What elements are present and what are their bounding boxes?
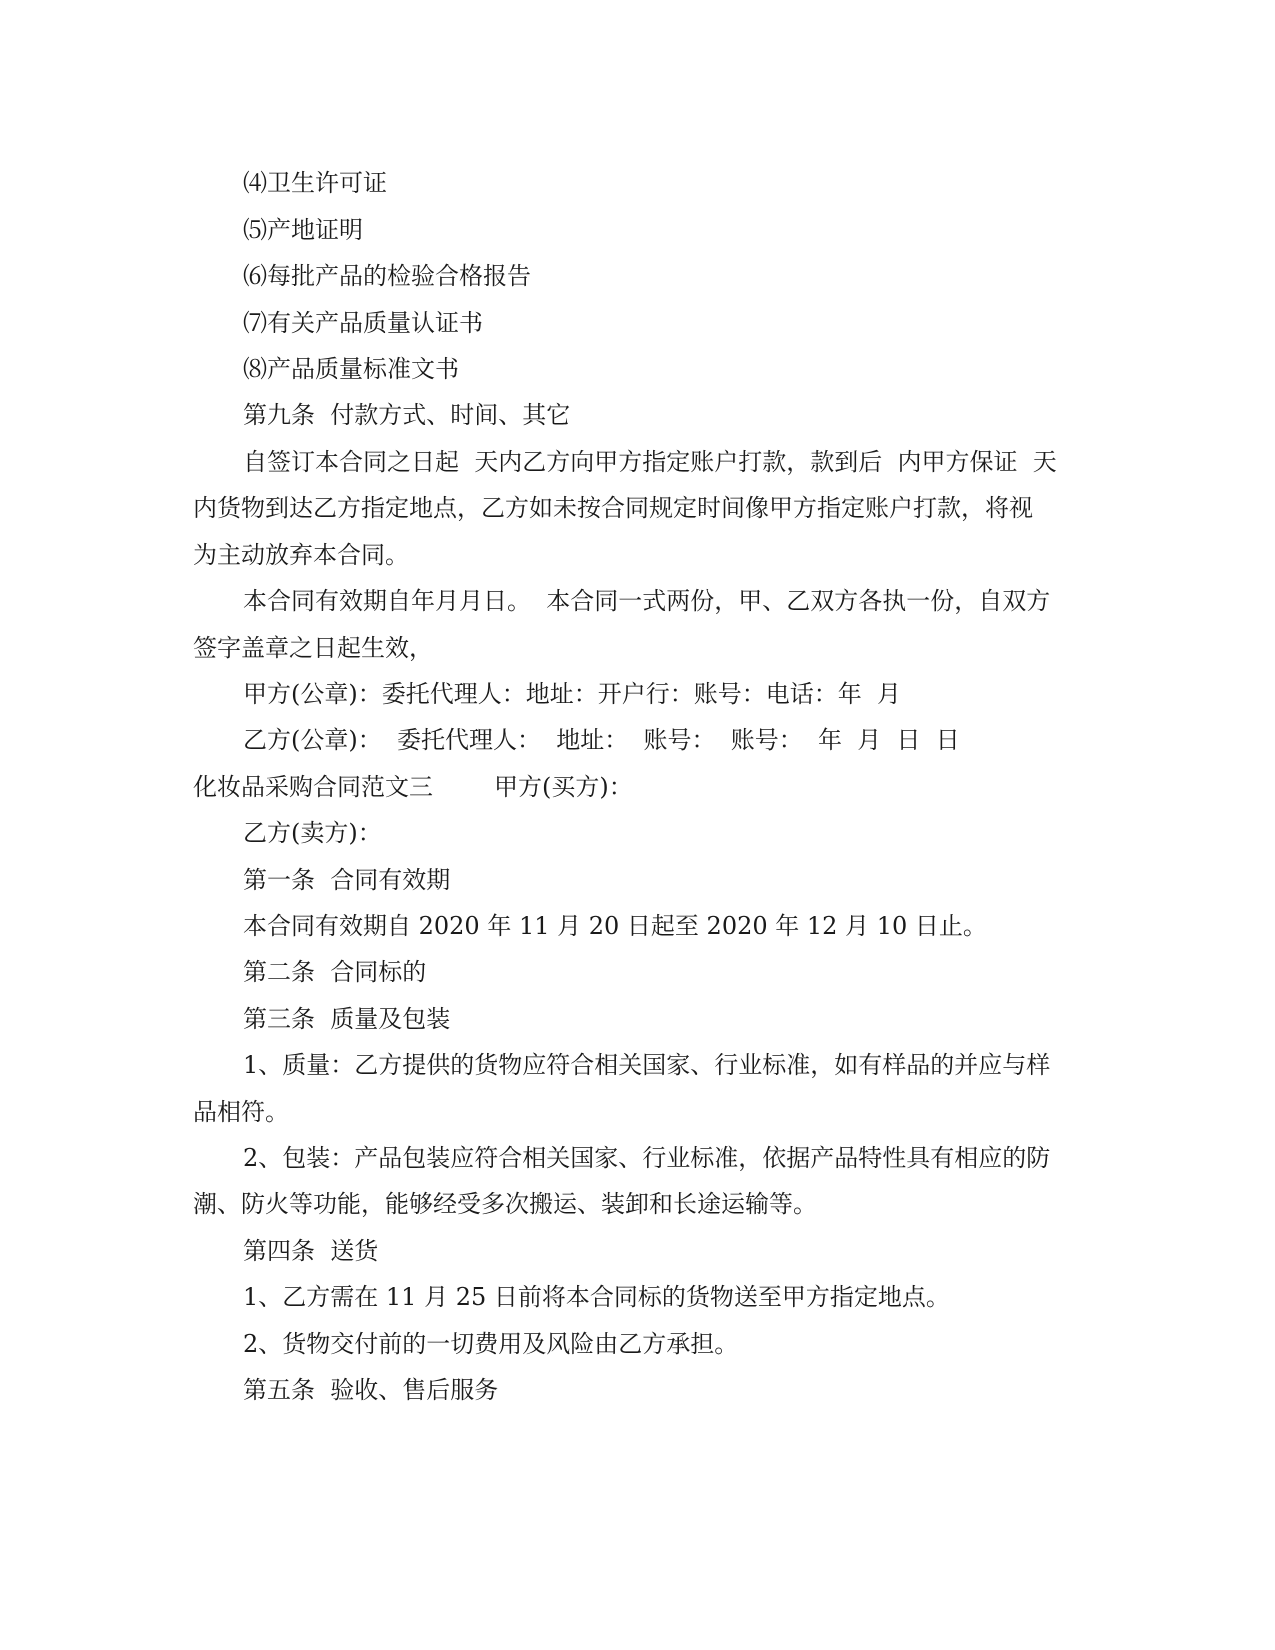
paragraph-line: 品相符。 xyxy=(193,1098,289,1126)
party-b-seller-line: 乙方(卖方)： xyxy=(243,819,382,847)
party-b-signature-line: 乙方(公章)： 委托代理人： 地址： 账号： 账号： 年 月 日 日 xyxy=(243,726,960,754)
paragraph-line: 签字盖章之日起生效， xyxy=(193,634,433,662)
article-5-heading: 第五条 验收、售后服务 xyxy=(243,1376,499,1404)
paragraph-line: 内货物到达乙方指定地点，乙方如未按合同规定时间像甲方指定账户打款，将视 xyxy=(193,494,1033,522)
paragraph-line: 1、质量：乙方提供的货物应符合相关国家、行业标准，如有样品的并应与样 xyxy=(243,1051,1051,1079)
paragraph-line: 2、包装：产品包装应符合相关国家、行业标准，依据产品特性具有相应的防 xyxy=(243,1144,1051,1172)
list-item-origin-certificate: ⑸产地证明 xyxy=(243,216,363,244)
article-4-heading: 第四条 送货 xyxy=(243,1237,379,1265)
list-item-quality-certification: ⑺有关产品质量认证书 xyxy=(243,309,483,337)
article-9-heading: 第九条 付款方式、时间、其它 xyxy=(243,401,571,429)
list-item-quality-standard: ⑻产品质量标准文书 xyxy=(243,355,459,383)
paragraph-line: 1、乙方需在 11 月 25 日前将本合同标的货物送至甲方指定地点。 xyxy=(243,1283,950,1311)
paragraph-line: 为主动放弃本合同。 xyxy=(193,541,409,569)
paragraph-line: 本合同有效期自年月月日。 本合同一式两份，甲、乙双方各执一份，自双方 xyxy=(243,587,1051,615)
paragraph-line: 2、货物交付前的一切费用及风险由乙方承担。 xyxy=(243,1330,739,1358)
contract-title-line: 化妆品采购合同范文三 甲方(买方)： xyxy=(193,773,633,801)
article-1-heading: 第一条 合同有效期 xyxy=(243,866,451,894)
article-3-heading: 第三条 质量及包装 xyxy=(243,1005,451,1033)
paragraph-line: 潮、防火等功能，能够经受多次搬运、装卸和长途运输等。 xyxy=(193,1190,817,1218)
validity-period-line: 本合同有效期自 2020 年 11 月 20 日起至 2020 年 12 月 10 日止。 xyxy=(243,912,987,940)
party-a-signature-line: 甲方(公章)：委托代理人：地址：开户行：账号：电话：年 月 xyxy=(243,680,901,708)
list-item-inspection-report: ⑹每批产品的检验合格报告 xyxy=(243,262,531,290)
article-2-heading: 第二条 合同标的 xyxy=(243,958,427,986)
list-item-hygiene-license: ⑷卫生许可证 xyxy=(243,169,387,197)
paragraph-line: 自签订本合同之日起 天内乙方向甲方指定账户打款，款到后 内甲方保证 天 xyxy=(243,448,1057,476)
